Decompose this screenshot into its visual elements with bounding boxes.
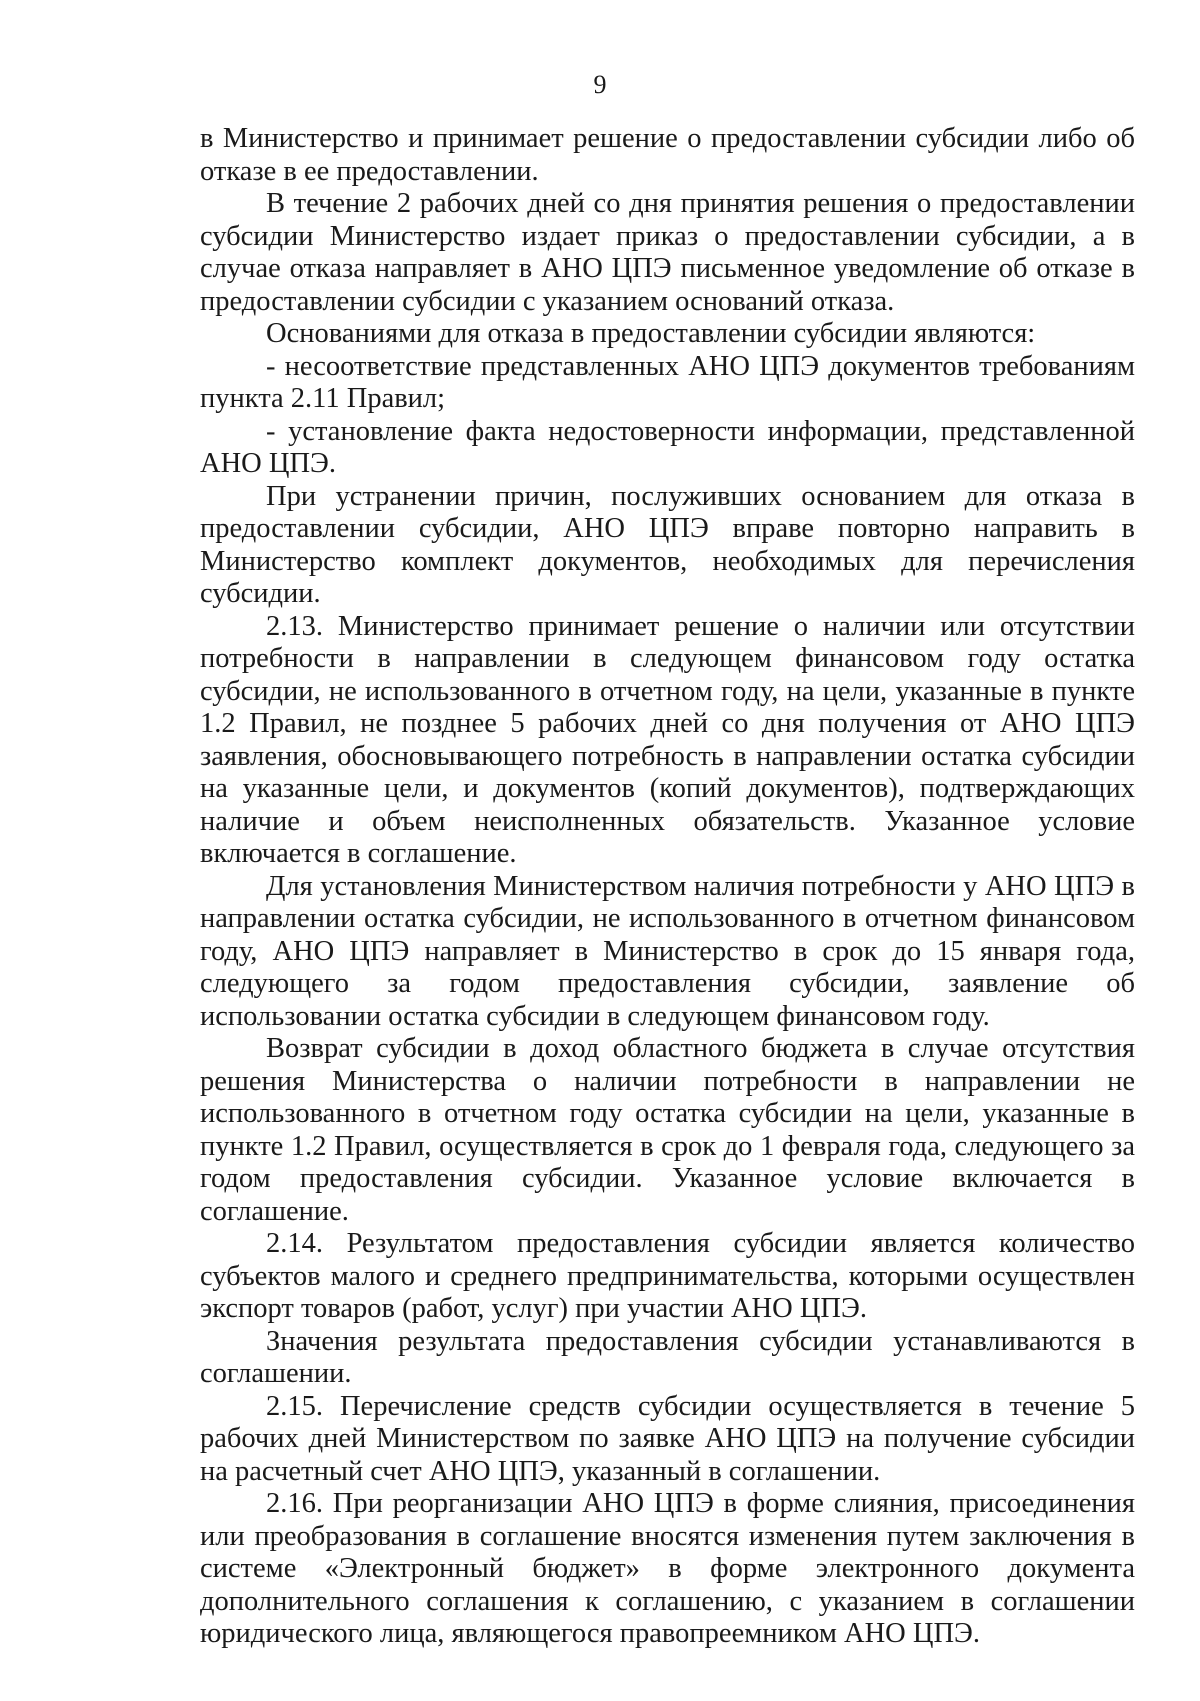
paragraph-continuation: в Министерство и принимает решение о предоставлении субсидии либо об отказе в ее предоставлении. (200, 123, 1135, 187)
paragraph-resubmission: При устранении причин, послуживших основанием для отказа в предоставлении субсидии, АНО ЦПЭ вправе повторно направить в Министерство комплект документов, необходимых для перечисления субсидии. (200, 480, 1135, 609)
paragraph-decision-order: В течение 2 рабочих дней со дня принятия решения о предоставлении субсидии Министерство издает приказ о предоставлении субсидии, а в случае отказа направляет в АНО ЦПЭ письменное уведомление об отказе в предоставлении субсидии с указанием оснований отказа. (200, 188, 1135, 317)
list-item-unreliable-info: - установление факта недостоверности информации, представленной АНО ЦПЭ. (200, 415, 1135, 479)
body-text (200, 123, 1135, 1651)
list-item-noncompliance: - несоответствие представленных АНО ЦПЭ документов требованиям пункта 2.11 Правил; (200, 350, 1135, 414)
paragraph-subsidy-return: Возврат субсидии в доход областного бюджета в случае отсутствия решения Министерства о наличии потребности в направлении не использованного в отчетном году остатка субсидии на цели, указанные в пункте 1.2 Правил, осуществляется в срок до 1 февраля года, следующего за годом предоставления субсидии. Указанное условие включается в соглашение. (200, 1033, 1135, 1227)
page-number: 9 (593, 70, 607, 99)
clause-2-13: 2.13. Министерство принимает решение о наличии или отсутствии потребности в направлении в следующем финансовом году остатка субсидии, не использованного в отчетном году, на цели, указанные в пункте 1.2 Правил, не позднее 5 рабочих дней со дня получения от АНО ЦПЭ заявления, обосновывающего потребность в направлении остатка субсидии на указанные цели, и документов (копий документов), подтверждающих наличие и объем неисполненных обязательств. Указанное условие включается в соглашение. (200, 610, 1135, 869)
clause-2-16: 2.16. При реорганизации АНО ЦПЭ в форме слияния, присоединения или преобразования в соглашение вносятся изменения путем заключения в системе «Электронный бюджет» в форме электронного документа дополнительного соглашения к соглашению, с указанием в соглашении юридического лица, являющегося правопреемником АНО ЦПЭ. (200, 1488, 1135, 1649)
clause-2-15: 2.15. Перечисление средств субсидии осуществляется в течение 5 рабочих дней Министерством по заявке АНО ЦПЭ на получение субсидии на расчетный счет АНО ЦПЭ, указанный в соглашении. (200, 1390, 1135, 1487)
paragraph-refusal-grounds-intro: Основаниями для отказа в предоставлении субсидии являются: (266, 318, 1036, 349)
paragraph-result-values: Значения результата предоставления субсидии устанавливаются в соглашении. (200, 1325, 1135, 1389)
paragraph-need-establishment: Для установления Министерством наличия потребности у АНО ЦПЭ в направлении остатка субсидии, не использованного в отчетном финансовом году, АНО ЦПЭ направляет в Министерство в срок до 15 января года, следующего за годом предоставления субсидии, заявление об использовании остатка субсидии в следующем финансовом году. (200, 870, 1135, 1032)
clause-2-14: 2.14. Результатом предоставления субсидии является количество субъектов малого и среднего предпринимательства, которыми осуществлен экспорт товаров (работ, услуг) при участии АНО ЦПЭ. (200, 1228, 1135, 1324)
